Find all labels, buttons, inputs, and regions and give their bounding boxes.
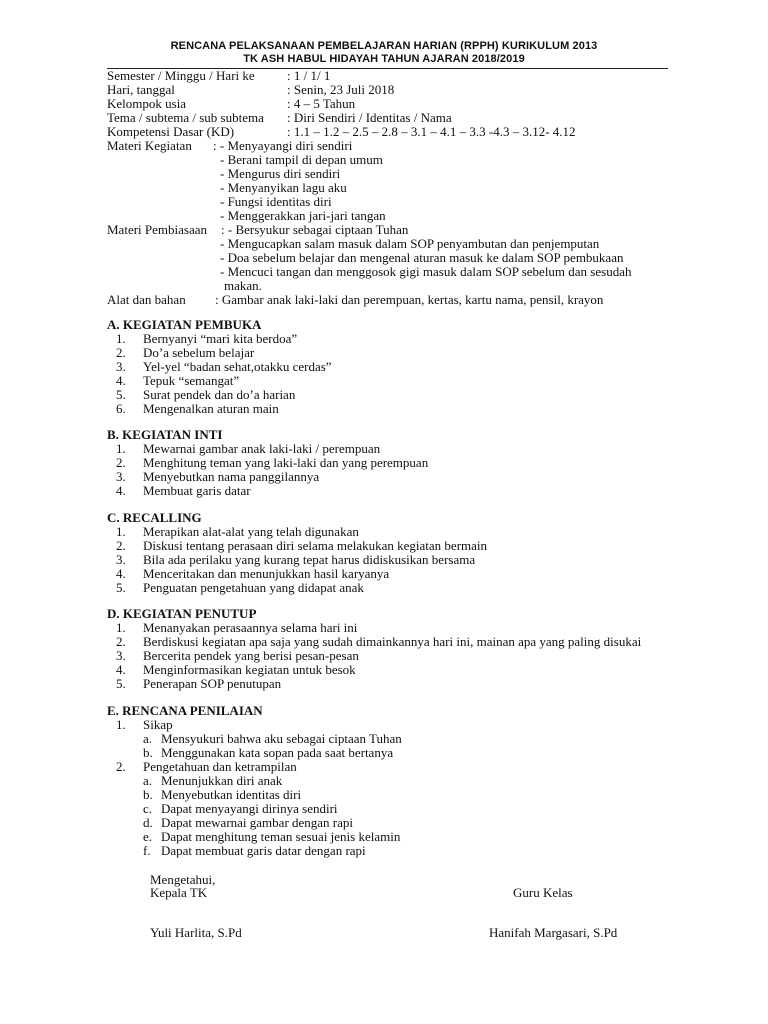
list-number: 1. — [116, 717, 126, 732]
list-number: 3. — [116, 552, 126, 567]
materi-kegiatan-item: - Berani tampil di depan umum — [220, 152, 383, 167]
list-item: Mengenalkan aturan main — [143, 401, 279, 416]
list-item: Penguatan pengetahuan yang didapat anak — [143, 580, 364, 595]
list-number: 2. — [116, 538, 126, 553]
kepala-tk-name: Yuli Harlita, S.Pd — [150, 925, 242, 940]
info-value: : Senin, 23 Juli 2018 — [287, 82, 395, 97]
materi-pembiasaan-item: : - Bersyukur sebagai ciptaan Tuhan — [221, 222, 409, 237]
list-item: Penerapan SOP penutupan — [143, 676, 282, 691]
penilaian-item: Dapat mewarnai gambar dengan rapi — [161, 815, 354, 830]
list-item: Membuat garis datar — [143, 483, 251, 498]
list-item: Diskusi tentang perasaan diri selama melakukan kegiatan bermain — [143, 538, 488, 553]
document-subtitle: TK ASH HABUL HIDAYAH TAHUN AJARAN 2018/2019 — [243, 53, 525, 65]
list-item: Menanyakan perasaannya selama hari ini — [143, 620, 358, 635]
materi-pembiasaan-item: - Doa sebelum belajar dan mengenal aturan masuk ke dalam SOP pembukaan — [220, 250, 624, 265]
list-number: 4. — [116, 373, 126, 388]
list-number: 3. — [116, 648, 126, 663]
document-title: RENCANA PELAKSANAAN PEMBELAJARAN HARIAN (RPPH) KURIKULUM 2013 — [170, 40, 598, 52]
list-number: 6. — [116, 401, 126, 416]
penilaian-item: Dapat membuat garis datar dengan rapi — [161, 843, 366, 858]
materi-kegiatan-item: - Menggerakkan jari-jari tangan — [220, 208, 386, 223]
list-number: 2. — [116, 455, 126, 470]
info-label: Tema / subtema / sub subtema — [107, 110, 264, 125]
guru-kelas-title: Guru Kelas — [513, 885, 573, 900]
list-item: Menghitung teman yang laki-laki dan yang perempuan — [143, 455, 429, 470]
penilaian-item: Menunjukkan diri anak — [161, 773, 283, 788]
kepala-tk-title: Kepala TK — [150, 885, 208, 900]
info-label: Kompetensi Dasar (KD) — [107, 124, 235, 139]
list-number: 3. — [116, 469, 126, 484]
list-number: 5. — [116, 676, 126, 691]
penilaian-item: Menyebutkan identitas diri — [161, 787, 302, 802]
list-letter: c. — [143, 801, 153, 816]
list-item: Merapikan alat-alat yang telah digunakan — [143, 524, 359, 539]
info-value: : 1 / 1/ 1 — [287, 68, 331, 83]
list-item: Bila ada perilaku yang kurang tepat harus didiskusikan bersama — [143, 552, 476, 567]
info-value: : Diri Sendiri / Identitas / Nama — [287, 110, 452, 125]
mengetahui-text: Mengetahui, — [150, 872, 216, 887]
list-item: Menceritakan dan menunjukkan hasil karyanya — [143, 566, 390, 581]
materi-pembiasaan-label: Materi Pembiasaan — [107, 222, 207, 237]
list-item: Mewarnai gambar anak laki-laki / perempuan — [143, 441, 381, 456]
penilaian-item: Dapat menghitung teman sesuai jenis kelamin — [161, 829, 401, 844]
guru-kelas-name: Hanifah Margasari, S.Pd — [489, 925, 618, 940]
list-item: Tepuk “semangat” — [143, 373, 240, 388]
info-value: : 4 – 5 Tahun — [287, 96, 356, 111]
materi-kegiatan-label: Materi Kegiatan — [107, 138, 192, 153]
list-letter: b. — [143, 787, 153, 802]
materi-kegiatan-item: - Fungsi identitas diri — [220, 194, 332, 209]
list-letter: a. — [143, 731, 153, 746]
materi-kegiatan-item: - Mengurus diri sendiri — [220, 166, 341, 181]
section-title: E. RENCANA PENILAIAN — [107, 703, 263, 718]
list-number: 1. — [116, 620, 126, 635]
list-item: Menginformasikan kegiatan untuk besok — [143, 662, 356, 677]
materi-pembiasaan-item: - Mencuci tangan dan menggosok gigi masuk dalam SOP sebelum dan sesudah — [220, 264, 632, 279]
list-number: 1. — [116, 331, 126, 346]
penilaian-item: Dapat menyayangi dirinya sendiri — [161, 801, 338, 816]
section-title: A. KEGIATAN PEMBUKA — [107, 317, 262, 332]
list-number: 4. — [116, 662, 126, 677]
list-item: Yel-yel “badan sehat,otakku cerdas” — [143, 359, 332, 374]
materi-pembiasaan-item: makan. — [224, 278, 262, 293]
info-value: : 1.1 – 1.2 – 2.5 – 2.8 – 3.1 – 4.1 – 3.3 -4.3 – 3.12- 4.12 — [287, 124, 576, 139]
alat-label: Alat dan bahan — [107, 292, 186, 307]
list-item: Surat pendek dan do’a harian — [143, 387, 296, 402]
penilaian-group-title: Sikap — [143, 717, 173, 732]
list-letter: f. — [143, 843, 151, 858]
materi-kegiatan-item: - Menyanyikan lagu aku — [220, 180, 347, 195]
info-label: Hari, tanggal — [107, 82, 175, 97]
info-label: Kelompok usia — [107, 96, 187, 111]
list-letter: d. — [143, 815, 153, 830]
list-number: 5. — [116, 580, 126, 595]
list-number: 2. — [116, 759, 126, 774]
list-letter: b. — [143, 745, 153, 760]
list-number: 4. — [116, 483, 126, 498]
list-number: 2. — [116, 345, 126, 360]
list-number: 1. — [116, 524, 126, 539]
list-item: Bercerita pendek yang berisi pesan-pesan — [143, 648, 359, 663]
info-label: Semester / Minggu / Hari ke — [107, 68, 255, 83]
materi-pembiasaan-item: - Mengucapkan salam masuk dalam SOP penyambutan dan penjemputan — [220, 236, 600, 251]
list-item: Bernyanyi “mari kita berdoa” — [143, 331, 298, 346]
list-item: Berdiskusi kegiatan apa saja yang sudah dimainkannya hari ini, mainan apa yang paling disukai — [143, 634, 642, 649]
section-title: D. KEGIATAN PENUTUP — [107, 606, 257, 621]
list-number: 4. — [116, 566, 126, 581]
list-number: 5. — [116, 387, 126, 402]
materi-kegiatan-item: : - Menyayangi diri sendiri — [213, 138, 353, 153]
penilaian-item: Menggunakan kata sopan pada saat bertanya — [161, 745, 394, 760]
section-title: B. KEGIATAN INTI — [107, 427, 223, 442]
list-number: 2. — [116, 634, 126, 649]
list-item: Do’a sebelum belajar — [143, 345, 255, 360]
list-item: Menyebutkan nama panggilannya — [143, 469, 320, 484]
list-letter: a. — [143, 773, 153, 788]
section-title: C. RECALLING — [107, 510, 202, 525]
list-number: 1. — [116, 441, 126, 456]
penilaian-group-title: Pengetahuan dan ketrampilan — [143, 759, 297, 774]
list-number: 3. — [116, 359, 126, 374]
alat-value: : Gambar anak laki-laki dan perempuan, kertas, kartu nama, pensil, krayon — [215, 292, 604, 307]
penilaian-item: Mensyukuri bahwa aku sebagai ciptaan Tuhan — [161, 731, 402, 746]
list-letter: e. — [143, 829, 153, 844]
